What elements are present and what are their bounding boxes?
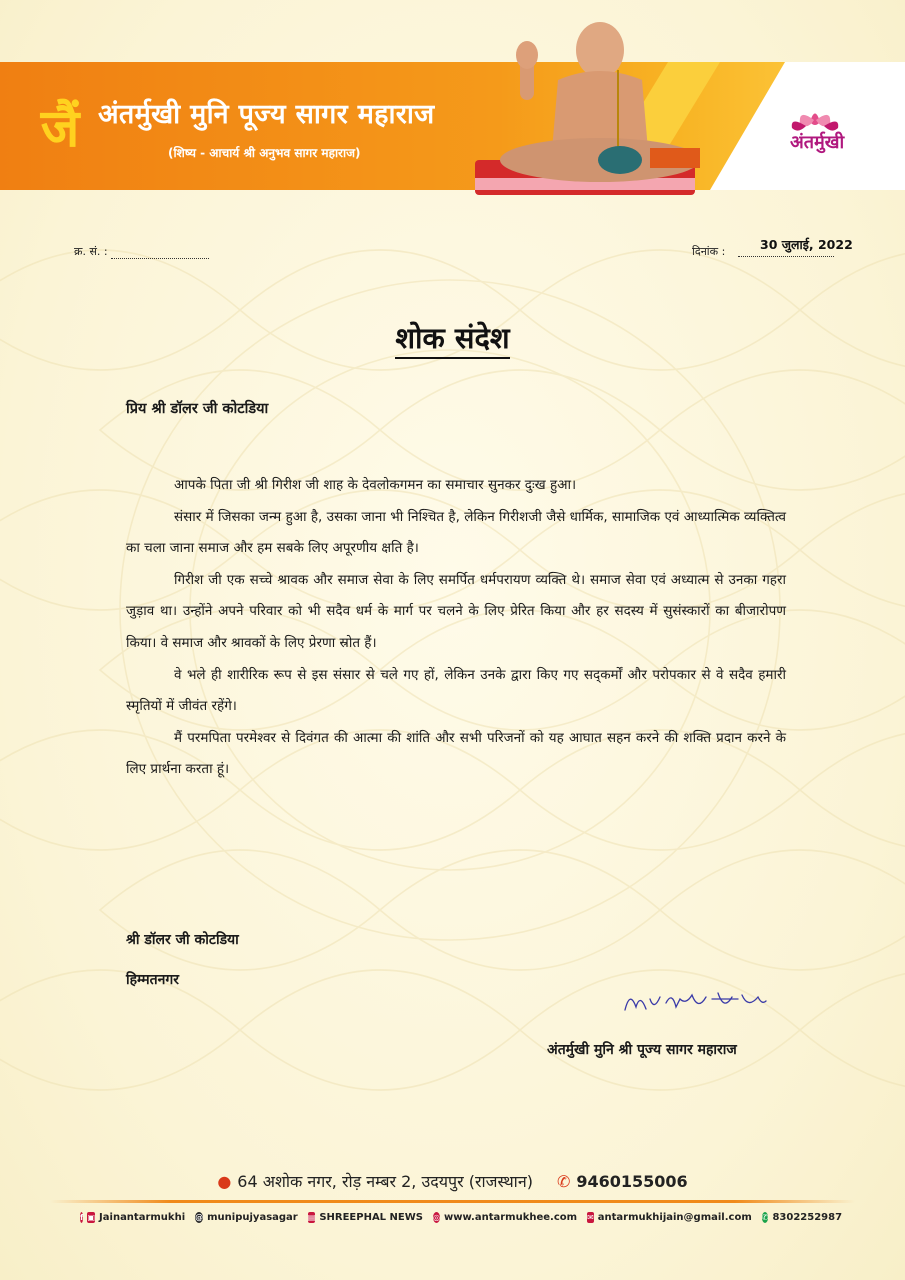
location-pin-icon: ● xyxy=(217,1172,232,1191)
reference-blank-line xyxy=(111,246,209,259)
threads-icon: @ xyxy=(195,1213,204,1222)
footer-contact-bar xyxy=(80,1212,843,1223)
letter-paragraph: गिरीश जी एक सच्चे श्रावक और समाज सेवा के लिए समर्पित धर्मपरायण व्यक्ति थे। समाज सेवा एवं अध्यात्म से उनका गहरा जुड़ाव था। उन्होंने अपने परिवार को भी सदैव धर्म के मार्ग पर चलने के लिए प्रेरित किया और हर सदस्य में सुसंस्कारों का बीजारोपण किया। वे समाज और श्रावकों के लिए प्रेरणा स्रोत हैं। xyxy=(126,571,786,651)
salutation: प्रिय श्री डॉलर जी कोटडिया xyxy=(126,401,269,417)
footer-link-social[interactable]: Jainantarmukhi xyxy=(99,1212,186,1223)
letter-paragraph: मैं परमपिता परमेश्वर से दिवंगत की आत्मा की शांति और सभी परिजनों को यह आघात सहन करने की शक्ति प्रदान करने के लिए प्रार्थना करता हूं। xyxy=(126,729,786,778)
footer-link-website[interactable]: www.antarmukhee.com xyxy=(443,1212,578,1223)
footer-address-line xyxy=(0,1170,905,1192)
letter-paragraph: संसार में जिसका जन्म हुआ है, उसका जाना भी निश्चित है, लेकिन गिरीशजी जैसे धार्मिक, सामाजिक एवं आध्यात्मिक व्यक्तित्व का चला जाना समाज और हम सबके लिए अपूरणीय क्षति है। xyxy=(126,508,786,557)
facebook-icon: f xyxy=(80,1213,84,1222)
news-icon: ▤ xyxy=(307,1213,316,1222)
logo-glyph: जैं xyxy=(40,99,80,159)
recipient-city: हिम्मतनगर xyxy=(126,972,179,988)
footer-divider xyxy=(50,1200,855,1203)
address-text: 64 अशोक नगर, रोड़ नम्बर 2, उदयपुर (राजस्थान) xyxy=(237,1172,533,1191)
footer-link-news[interactable]: SHREEPHAL NEWS xyxy=(319,1212,423,1223)
whatsapp-icon: ✆ xyxy=(761,1213,769,1222)
sender-name: अंतर्मुखी मुनि श्री पूज्य सागर महाराज xyxy=(547,1042,737,1058)
organization-title: अंतर्मुखी मुनि पूज्य सागर महाराज xyxy=(98,99,435,130)
mail-icon: ✉ xyxy=(587,1213,594,1222)
globe-icon: ◎ xyxy=(432,1213,440,1222)
monk-portrait-image xyxy=(470,10,710,200)
date-blank-line xyxy=(738,256,834,257)
footer-link-whatsapp[interactable]: 8302252987 xyxy=(772,1212,843,1223)
footer-link-email[interactable]: antarmukhijain@gmail.com xyxy=(597,1212,752,1223)
letter-body xyxy=(126,470,786,786)
handwritten-signature xyxy=(620,985,770,1020)
phone-icon: ✆ xyxy=(556,1172,571,1191)
letter-paragraph: वे भले ही शारीरिक रूप से इस संसार से चले गए हों, लेकिन उनके द्वारा किए गए सद्कर्मों और परोपकार से वे सदैव हमारी स्मृतियों में जीवंत रहेंगे। xyxy=(126,666,786,715)
letter-paragraph: आपके पिता जी श्री गिरीश जी शाह के देवलोकगमन का समाचार सुनकर दुःख हुआ। xyxy=(174,477,577,493)
jain-symbol-logo xyxy=(30,90,90,160)
reference-label: क्र. सं. : xyxy=(74,245,108,258)
footer-link-threads[interactable]: munipujyasagar xyxy=(207,1212,298,1223)
instagram-icon: ▣ xyxy=(87,1213,96,1222)
brand-wordmark: अंतर्मुखी xyxy=(790,132,845,153)
heading-text: शोक संदेश xyxy=(395,321,509,359)
reference-number xyxy=(74,244,209,259)
date-value: 30 जुलाई, 2022 xyxy=(760,237,853,252)
recipient-name: श्री डॉलर जी कोटडिया xyxy=(126,932,239,948)
letter-heading xyxy=(0,318,905,357)
organization-subtitle: (शिष्य - आचार्य श्री अनुभव सागर महाराज) xyxy=(168,146,361,160)
date-label: दिनांक : xyxy=(692,245,726,258)
phone-number: 9460155006 xyxy=(576,1172,688,1191)
